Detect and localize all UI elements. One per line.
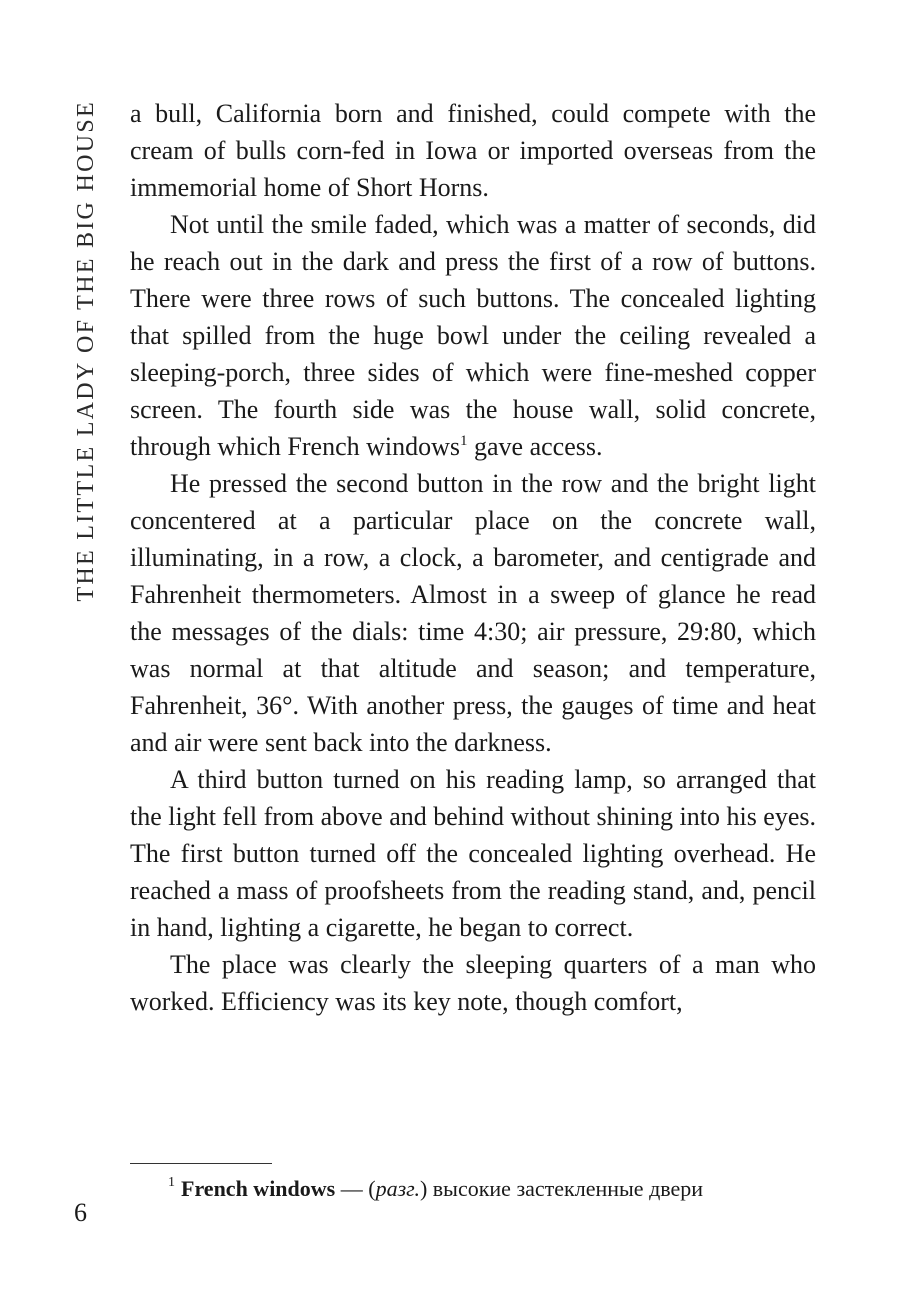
footnote-number: 1 [168,1175,175,1190]
paragraph [130,206,816,465]
footnote-term: French windows [181,1176,336,1201]
footnote [168,1172,818,1206]
paragraph-text-end: gave access. [474,432,603,461]
footnote-abbreviation: разг. [375,1176,420,1201]
footnote-definition: ) высокие застекленные двери [419,1176,704,1201]
paragraph: The place was clearly the sleeping quarters of a man who worked. Efficiency was its key note, though comfort, [130,950,816,1016]
footnote-dash: — ( [335,1176,376,1201]
paragraph: He pressed the second button in the row and the bright light concentered at a particular place on the concrete wall, illuminating, in a row, a clock, a barometer, and centigrade and Fahrenheit thermometers. Almost in a sweep of glance he read the messages of the dials: time 4:30; air pressure, 29:80, which was normal at that altitude and season; and temperature, Fahrenheit, 36°. With another press, the gauges of time and heat and air were sent back into the darkness. [130,469,816,757]
paragraph: a bull, California born and finished, could compete with the cream of bulls corn-fed in Iowa or imported overseas from the immemorial home of Short Horns. [130,99,816,202]
body-text [130,95,816,1020]
paragraph-text: Not until the smile faded, which was a matter of seconds, did he reach out in the dark and press the first of a row of buttons. There were three rows of such buttons. The concealed lighting that spilled from the huge bowl under the ceiling revealed a sleeping-porch, three sides of which were fine-meshed copper screen. The fourth side was the house wall, solid concrete, through which French windows [130,210,816,461]
footnote-divider [130,1163,272,1164]
paragraph: A third button turned on his reading lamp, so arranged that the light fell from above and behind without shining into his eyes. The first button turned off the concealed lighting overhead. He reached a mass of proofsheets from the reading stand, and, pencil in hand, lighting a cigarette, he began to correct. [130,765,817,942]
footnote-reference[interactable]: 1 [460,433,468,449]
page-number: 6 [74,1198,87,1227]
running-title: THE LITTLE LADY OF THE BIG HOUSE [73,100,99,602]
